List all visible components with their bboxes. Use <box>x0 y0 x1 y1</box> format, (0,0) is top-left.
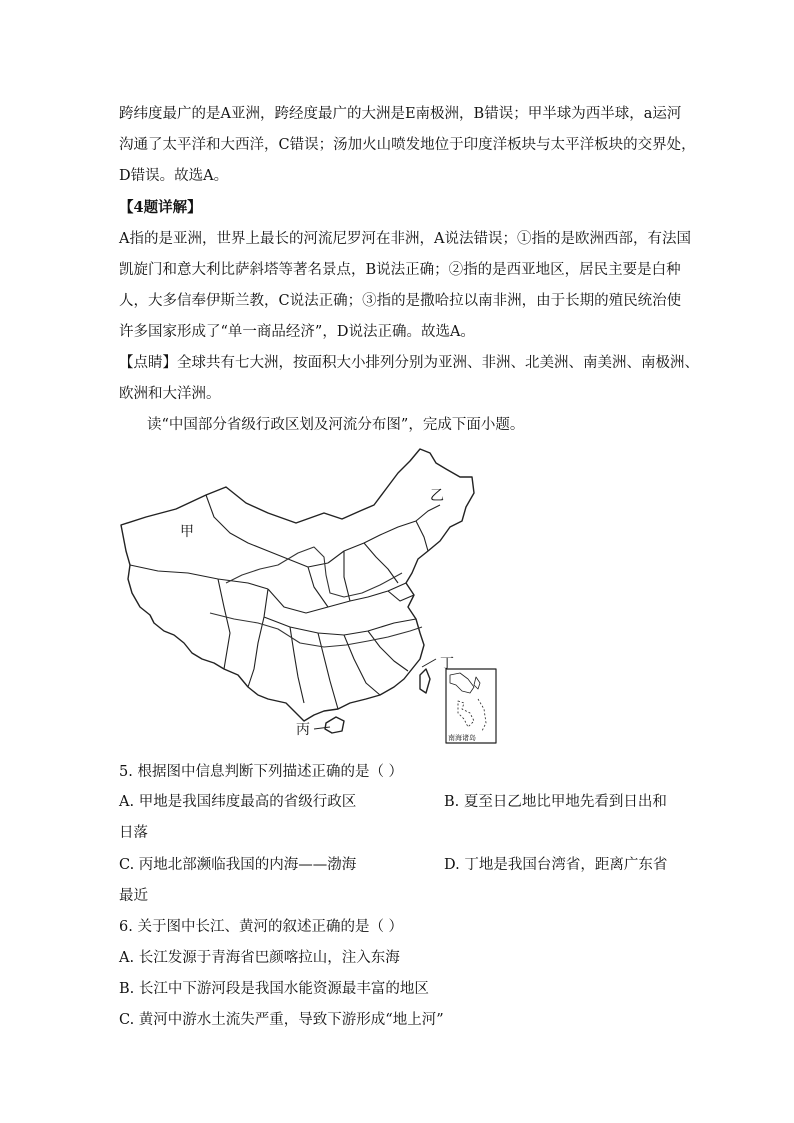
yangtze-river <box>210 613 422 647</box>
paragraph-line: A指的是亚洲，世界上最长的河流尼罗河在非洲，A说法错误；①指的是欧洲西部，有法国 <box>119 231 691 247</box>
paragraph-line: 沟通了太平洋和大西洋，C错误；汤加火山喷发地位于印度洋板块与太平洋板块的交界处， <box>119 137 696 153</box>
option-a: A. 甲地是我国纬度最高的省级行政区 <box>119 794 357 810</box>
option-b: B. 夏至日乙地比甲地先看到日出和 <box>444 794 667 810</box>
option-c: C. 黄河中游水土流失严重，导致下游形成“地上河” <box>119 1012 444 1028</box>
yellow-river <box>226 547 402 597</box>
hainan-island <box>325 717 344 733</box>
china-map-figure <box>118 447 500 747</box>
taiwan-island <box>420 669 430 693</box>
label-ding: 丁 <box>440 656 454 672</box>
paragraph-line: 许多国家形成了“单一商品经济”，D说法正确。故选A。 <box>119 324 475 340</box>
option-d: D. 丁地是我国台湾省，距离广东省 <box>444 857 668 873</box>
label-jia: 甲 <box>180 524 194 540</box>
paragraph-line: 跨纬度最广的是A亚洲，跨经度最广的大洲是E南极洲，B错误；甲半球为西半球，a运河 <box>119 106 682 122</box>
paragraph-line: 人，大多信奉伊斯兰教，C说法正确；③指的是撒哈拉以南非洲，由于长期的殖民统治使 <box>119 293 682 309</box>
inset-map <box>450 673 486 731</box>
map-intro: 读“中国部分省级行政区划及河流分布图”，完成下面小题。 <box>147 417 525 433</box>
tip-line: 【点睛】全球共有七大洲，按面积大小排列分别为亚洲、非洲、北美洲、南美洲、南极洲、 <box>119 355 699 371</box>
question-stem: 6. 关于图中长江、黄河的叙述正确的是（ ） <box>119 919 404 935</box>
tip-line: 欧洲和大洋洲。 <box>119 386 221 402</box>
paragraph-line: D错误。故选A。 <box>119 168 229 184</box>
inset-caption: 南海诸岛 <box>448 734 476 742</box>
option-d-continued: 最近 <box>119 888 148 904</box>
option-b: B. 长江中下游河段是我国水能资源最丰富的地区 <box>119 981 429 997</box>
option-a: A. 长江发源于青海省巴颜喀拉山，注入东海 <box>119 950 400 966</box>
option-c: C. 丙地北部濒临我国的内海——渤海 <box>119 857 357 873</box>
label-bing: 丙 <box>296 722 310 738</box>
paragraph-line: 凯旋门和意大利比萨斜塔等著名景点，B说法正确；②指的是西亚地区，居民主要是白种 <box>119 262 681 278</box>
label-yi: 乙 <box>430 488 444 504</box>
option-b-continued: 日落 <box>119 825 148 841</box>
question-stem: 5. 根据图中信息判断下列描述正确的是（ ） <box>119 764 404 780</box>
section-heading: 【4题详解】 <box>119 199 202 216</box>
china-outline <box>121 449 474 721</box>
inset-frame <box>446 669 496 743</box>
